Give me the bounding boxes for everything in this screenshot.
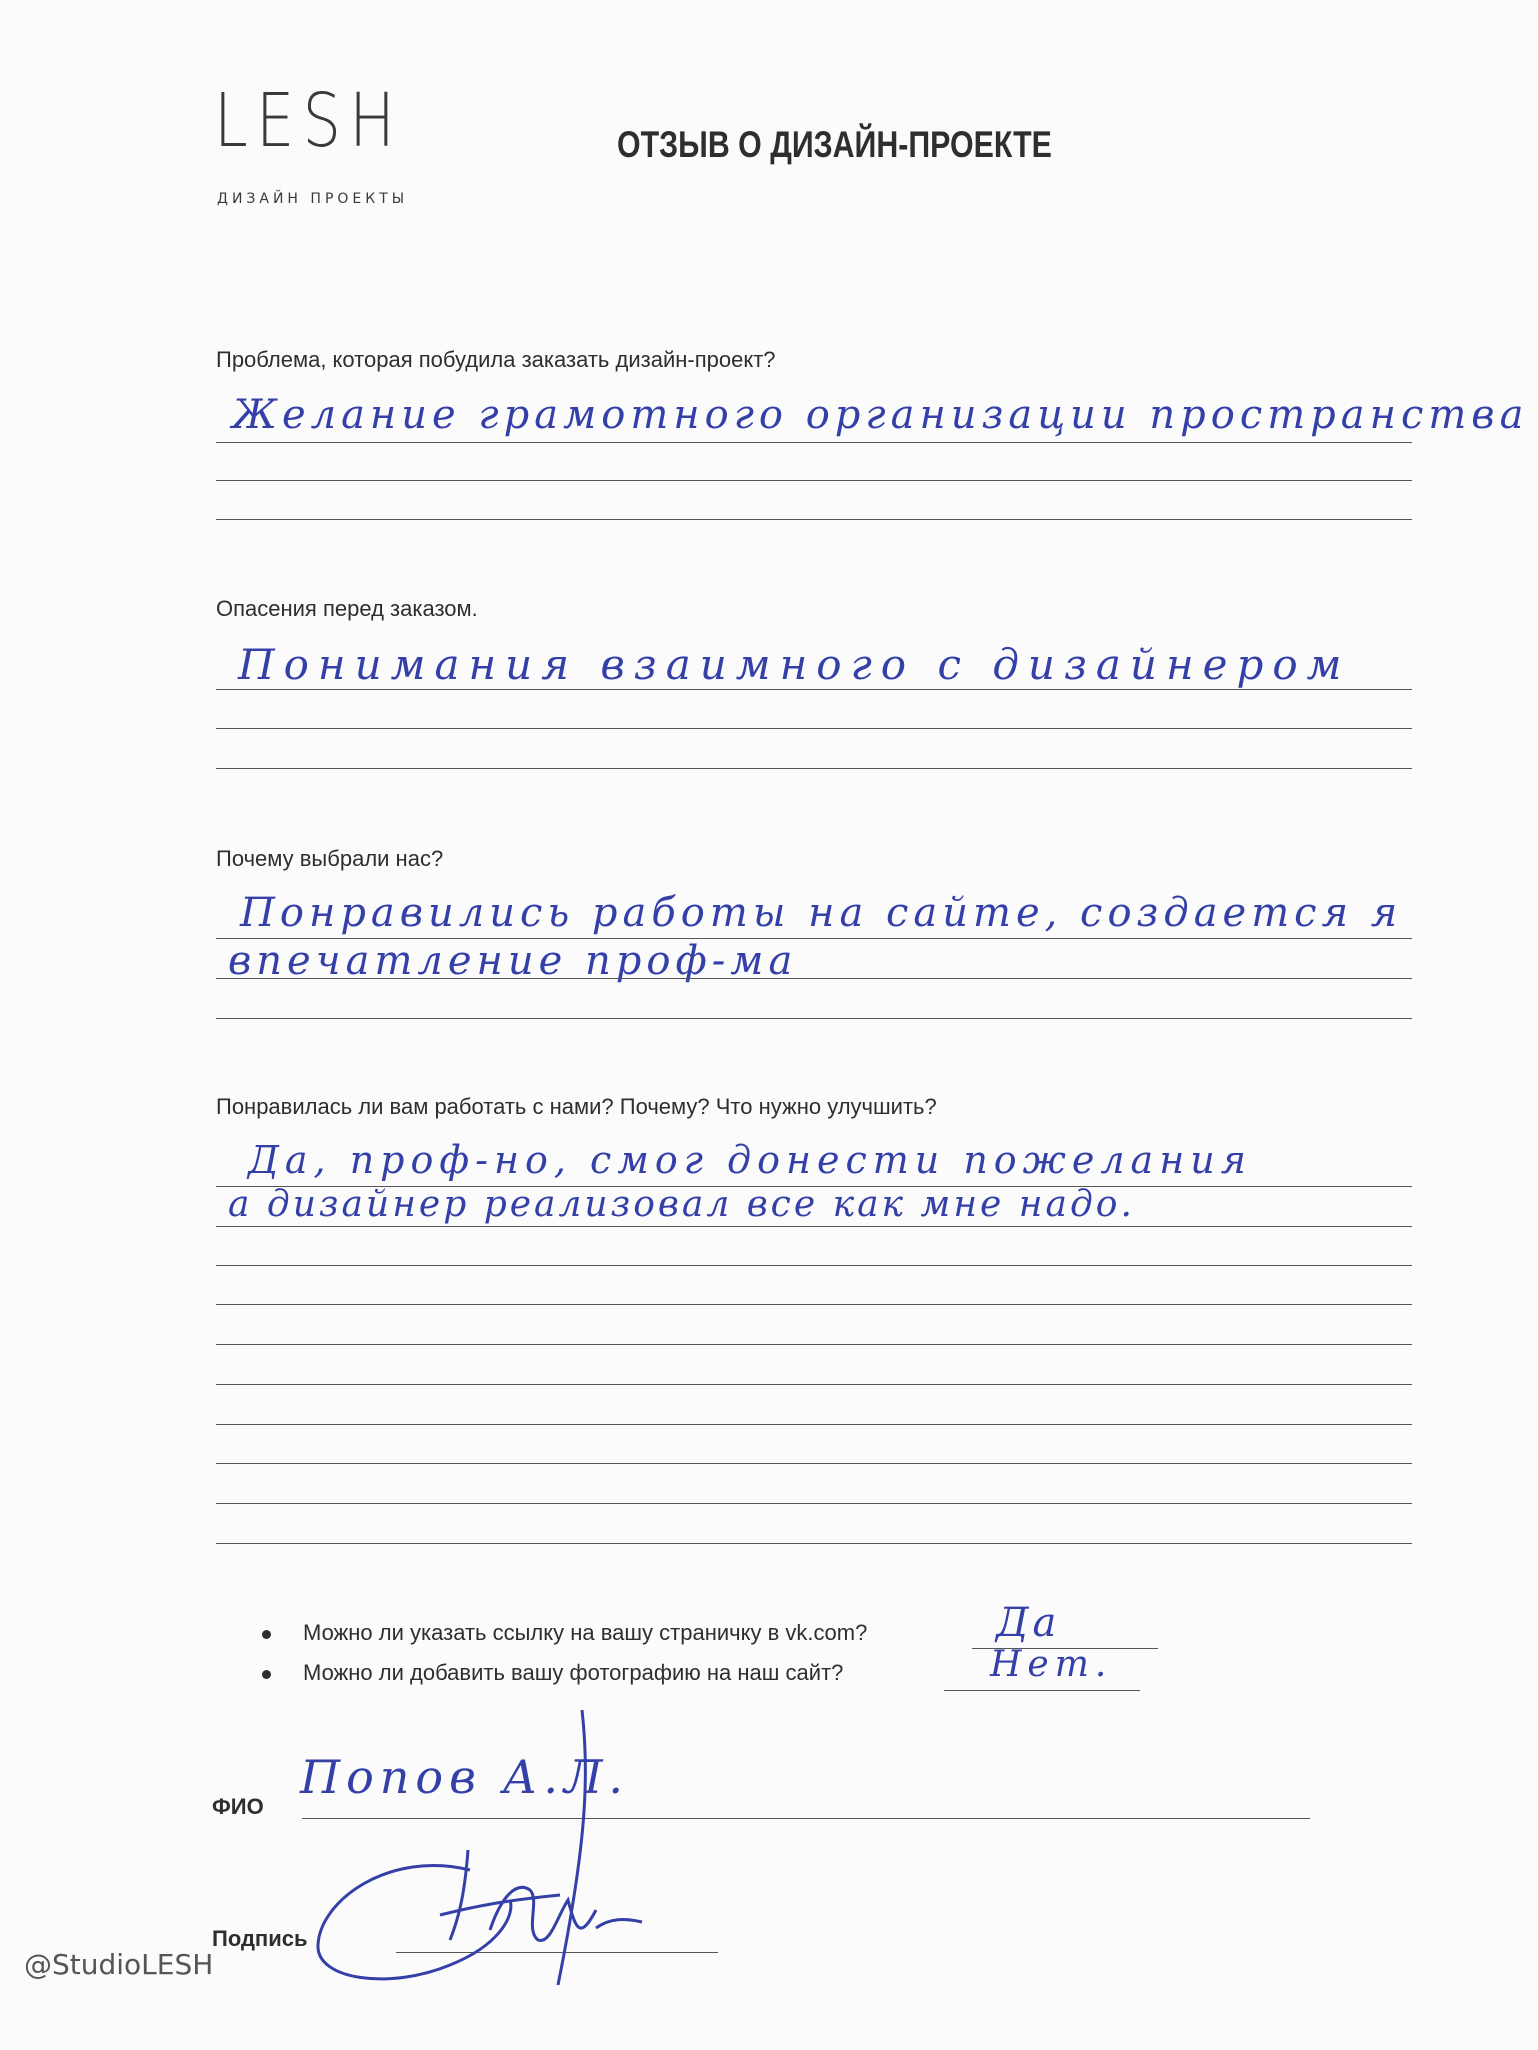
question-4-answer-line-2: а дизайнер реализовал все как мне надо. <box>228 1184 1135 1225</box>
answer-rule <box>216 1384 1412 1385</box>
question-3-label: Почему выбрали нас? <box>216 846 444 871</box>
answer-rule <box>216 1018 1412 1019</box>
answer-rule <box>216 1226 1412 1227</box>
answer-rule <box>216 1304 1412 1305</box>
consent-photo-answer: Нет. <box>990 1644 1113 1685</box>
answer-rule <box>216 1503 1412 1504</box>
question-4-answer-line-1: Да, проф-но, смог донести пожелания <box>248 1138 1252 1182</box>
question-3-answer-line-1: Понравились работы на сайте, создается я <box>240 890 1403 936</box>
answer-rule <box>216 442 1412 443</box>
bullet-icon <box>262 1670 271 1679</box>
answer-rule <box>216 689 1412 690</box>
answer-rule <box>216 1463 1412 1464</box>
handwritten-signature <box>300 1700 680 2000</box>
answer-rule <box>216 480 1412 481</box>
consent-photo-label: Можно ли добавить вашу фотографию на наш сайт? <box>303 1660 844 1685</box>
question-1-label: Проблема, которая побудила заказать дизайн-проект? <box>216 347 776 372</box>
consent-vk-item <box>262 1620 867 1646</box>
consent-vk-label: Можно ли указать ссылку на вашу страничку в vk.com? <box>303 1620 868 1645</box>
answer-rule <box>216 1265 1412 1266</box>
bullet-icon <box>262 1630 271 1639</box>
signature-label: Подпись <box>212 1926 308 1951</box>
question-3-answer-line-2: впечатление проф-ма <box>228 938 798 984</box>
fio-label: ФИО <box>212 1794 264 1819</box>
brand-logo: LESH <box>214 78 404 164</box>
consent-photo-item <box>262 1660 843 1686</box>
question-4-label: Понравилась ли вам работать с нами? Почему? Что нужно улучшить? <box>216 1094 937 1119</box>
fio-value: Попов А.Л. <box>300 1750 629 1804</box>
question-1-answer-line-1: Желание грамотного организации пространства <box>232 392 1529 438</box>
answer-rule <box>216 978 1412 979</box>
answer-rule <box>216 1424 1412 1425</box>
document-title: ОТЗЫВ О ДИЗАЙН-ПРОЕКТЕ <box>617 124 1052 165</box>
answer-rule <box>216 938 1412 939</box>
answer-rule <box>216 1543 1412 1544</box>
answer-rule <box>216 1344 1412 1345</box>
answer-rule <box>216 768 1412 769</box>
answer-rule <box>216 728 1412 729</box>
answer-rule <box>216 519 1412 520</box>
answer-rule <box>216 1186 1412 1187</box>
question-2-label: Опасения перед заказом. <box>216 596 478 621</box>
watermark: @StudioLESH <box>24 1948 214 1981</box>
question-2-answer-line-1: Понимания взаимного с дизайнером <box>238 640 1351 689</box>
answer-rule <box>944 1690 1140 1691</box>
brand-subtitle: ДИЗАЙН ПРОЕКТЫ <box>217 191 409 207</box>
consent-vk-answer: Да <box>996 1600 1061 1646</box>
